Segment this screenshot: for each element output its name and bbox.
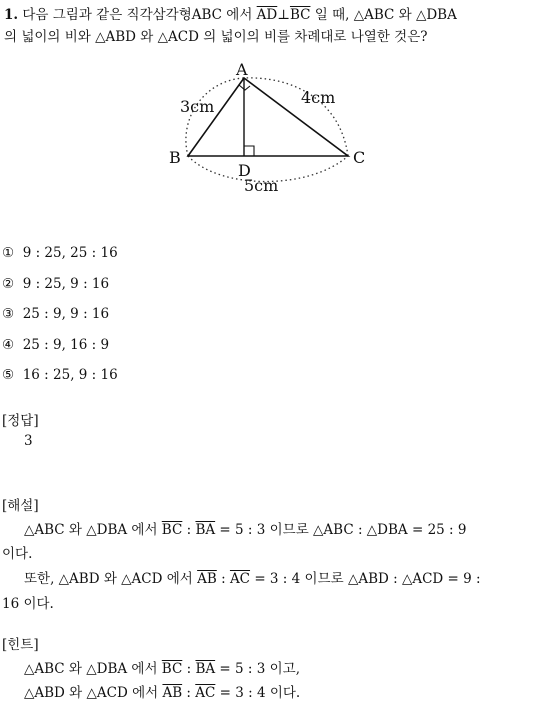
hint-text: △ABD 와 △ACD 에서: [24, 685, 163, 701]
choice-3[interactable]: [2, 306, 109, 322]
segment-ac: $\overline{AC}$: [195, 685, 216, 701]
length-label-ac: 4cm: [301, 88, 336, 107]
point-label-d: D: [238, 161, 251, 180]
choice-text: 25 : 9, 16 : 9: [22, 337, 110, 353]
triangle-figure: [160, 58, 380, 198]
explanation-text: = 3 : 4 이므로 △ABD : △ACD = 9 :: [250, 571, 481, 587]
hint-line-2: [24, 681, 300, 701]
vertex-label-a: A: [236, 60, 248, 79]
hint-text: = 3 : 4 이다.: [215, 685, 301, 701]
choice-2[interactable]: [2, 276, 109, 292]
segment-ab: $\overline{AB}$: [197, 571, 217, 587]
choice-text: 9 : 25, 9 : 16: [22, 276, 110, 292]
hint-text: △ABC 와 △DBA 에서: [24, 661, 162, 677]
choice-marker: ①: [2, 245, 15, 261]
perpendicular-symbol: ⊥: [277, 7, 290, 23]
choice-marker: ②: [2, 276, 15, 292]
question-number: 1.: [4, 7, 19, 23]
ratio-colon: :: [216, 571, 230, 587]
explanation-line-2: 이다.: [2, 546, 33, 562]
right-angle-mark-d: [244, 146, 254, 156]
length-label-bc: 5cm: [244, 176, 279, 195]
length-label-ab: 3cm: [180, 97, 215, 116]
hint-label: [힌트]: [2, 637, 39, 653]
segment-ab: $\overline{AB}$: [162, 685, 183, 701]
segment-bc: $\overline{BC}$: [289, 7, 311, 23]
answer-value: 3: [24, 433, 33, 449]
choice-marker: ③: [2, 306, 15, 322]
choice-marker: ⑤: [2, 367, 15, 383]
ratio-colon: :: [182, 522, 196, 538]
hint-text: = 5 : 3 이고,: [215, 661, 300, 677]
segment-ba: $\overline{BA}$: [195, 661, 216, 677]
segment-ba: $\overline{BA}$: [195, 522, 216, 538]
vertex-label-c: C: [353, 148, 366, 167]
question-line-1: [4, 3, 457, 23]
explanation-text: 또한, △ABD 와 △ACD 에서: [24, 571, 198, 587]
explanation-text: = 5 : 3 이므로 △ABC : △DBA = 25 : 9: [215, 522, 467, 538]
vertex-label-b: B: [169, 148, 181, 167]
segment-bc: $\overline{BC}$: [161, 661, 183, 677]
choice-1[interactable]: [2, 245, 118, 261]
ratio-colon: :: [182, 685, 196, 701]
question-line-2: 의 넓이의 비와 △ABD 와 △ACD 의 넓이의 비를 차례대로 나열한 것은?: [4, 29, 428, 45]
explanation-line-4: 16 이다.: [2, 596, 54, 612]
choice-text: 9 : 25, 25 : 16: [22, 245, 118, 261]
ratio-colon: :: [182, 661, 196, 677]
explanation-text: △ABC 와 △DBA 에서: [24, 522, 162, 538]
choice-4[interactable]: [2, 337, 109, 353]
hint-line-1: [24, 657, 300, 677]
explanation-label: [해설]: [2, 498, 39, 514]
segment-ac: $\overline{AC}$: [229, 571, 251, 587]
choice-marker: ④: [2, 337, 15, 353]
choice-text: 16 : 25, 9 : 16: [22, 367, 118, 383]
explanation-line-1: [24, 518, 466, 538]
choice-text: 25 : 9, 9 : 16: [22, 306, 110, 322]
explanation-line-3: [24, 567, 481, 587]
question-text-a: 다음 그림과 같은 직각삼각형ABC 에서: [22, 7, 257, 23]
segment-ad: $\overline{AD}$: [256, 7, 278, 23]
choice-5[interactable]: [2, 367, 118, 383]
answer-label: [정답]: [2, 413, 39, 429]
segment-bc: $\overline{BC}$: [161, 522, 183, 538]
question-text-b: 일 때, △ABC 와 △DBA: [310, 7, 457, 23]
